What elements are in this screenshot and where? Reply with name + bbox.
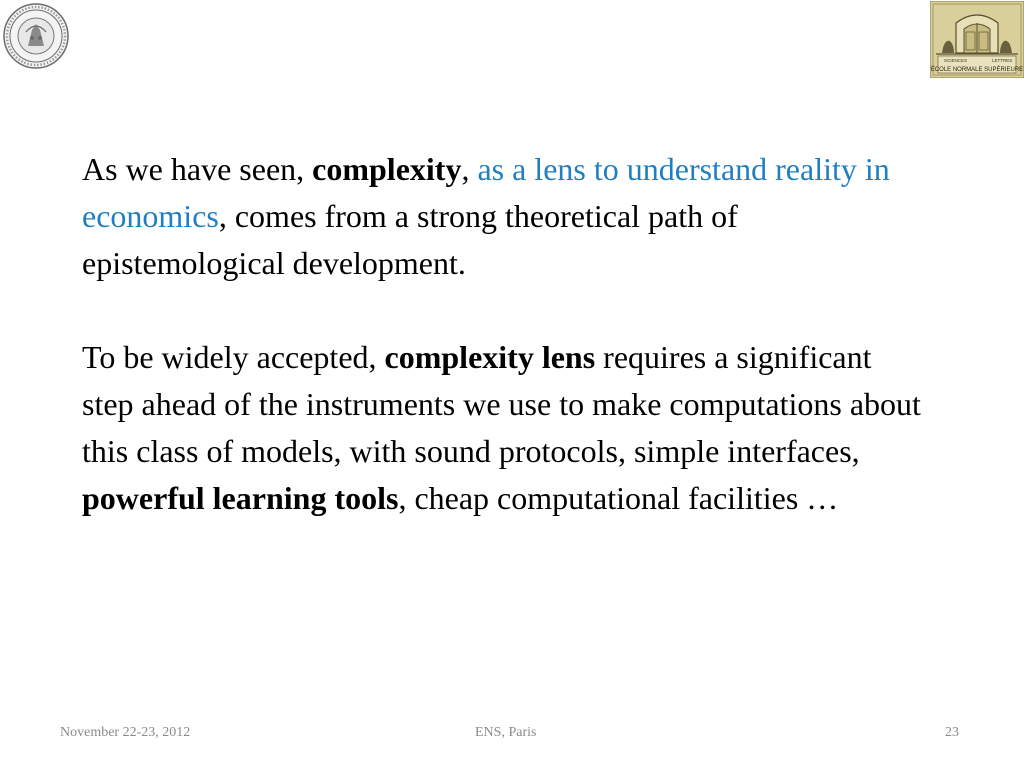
ens-logo-text-lettres: LETTRES	[992, 58, 1013, 63]
paragraph1-text-3: , comes from a strong theoretical path of epistemological development.	[82, 198, 738, 281]
slide-body	[82, 146, 922, 522]
paragraph1-text-1: As we have seen,	[82, 151, 313, 187]
paragraph1-bold-complexity: complexity	[312, 151, 462, 187]
footer-page-number: 23	[945, 725, 959, 740]
paragraph1-highlight-lens: as a lens to understand reality in economics	[82, 151, 890, 234]
footer-date: November 22-23, 2012	[60, 725, 191, 740]
university-seal-icon	[2, 2, 70, 70]
paragraph-complexity-origin	[82, 146, 922, 287]
ens-logo-text-sciences: SCIENCES	[944, 58, 968, 63]
paragraph2-text-3: , cheap computational facilities …	[398, 480, 839, 516]
paragraph2-bold-complexity-lens: complexity lens	[384, 339, 596, 375]
paragraph1-text-2: ,	[461, 151, 478, 187]
paragraph-acceptance-requirements	[82, 334, 922, 522]
footer-place: ENS, Paris	[475, 725, 537, 740]
ens-logo	[930, 1, 1024, 78]
paragraph2-bold-learning-tools: powerful learning tools	[82, 480, 399, 516]
ens-logo-text-name: ÉCOLE NORMALE SUPÉRIEURE	[930, 67, 1024, 73]
paragraph2-text-2: requires a significant step ahead of the instruments we use to make computations about this class of models, with sound protocols, simple interfaces,	[82, 339, 921, 469]
paragraph2-text-1: To be widely accepted,	[82, 339, 385, 375]
